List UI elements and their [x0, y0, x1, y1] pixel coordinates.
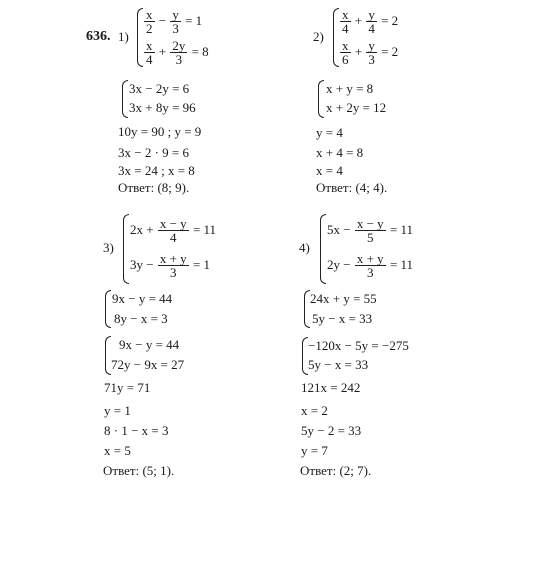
part-1-step-2: 3x − 2 · 9 = 6 [118, 145, 189, 160]
part-2-step-3: x = 4 [316, 163, 343, 178]
part-3-answer: Ответ: (5; 1). [103, 463, 175, 478]
part-2-system-2-line-1: x + y = 8 [326, 81, 374, 96]
part-3-system-2-line-2: 8y − x = 3 [114, 311, 168, 326]
part-3-brace [123, 214, 129, 284]
part-1-system-2-brace [122, 80, 128, 118]
part-3-step-2: y = 1 [104, 403, 131, 418]
part-3-system-3-line-1: 9x − y = 44 [119, 337, 180, 352]
problem-number: 636. [86, 29, 111, 44]
part-4-equation-1: 5x − $\frac{x - y}{5}$ = 11 [327, 215, 414, 245]
part-1-label: 1) [118, 29, 129, 44]
part-4-answer: Ответ: (2; 7). [300, 463, 372, 478]
part-4-brace [320, 214, 326, 284]
part-3-system-2-brace [105, 290, 111, 328]
part-2-answer: Ответ: (4; 4). [316, 180, 388, 195]
part-3-system-3-line-2: 72y − 9x = 27 [111, 357, 185, 372]
part-4-system-3-line-1: −120x − 5y = −275 [308, 338, 409, 353]
part-3-step-4: x = 5 [104, 443, 131, 458]
part-3-step-3: 8 · 1 − x = 3 [104, 423, 169, 438]
part-1-step-1: 10y = 90 ; y = 9 [118, 124, 202, 139]
part-1-step-3: 3x = 24 ; x = 8 [118, 163, 195, 178]
part-2-step-1: y = 4 [316, 125, 343, 140]
part-3-step-1: 71y = 71 [104, 380, 151, 395]
part-4-equation-2: 2y − $\frac{x + y}{3}$ = 11 [327, 250, 414, 280]
part-3-equation-2: 3y − $\frac{x + y}{3}$ = 1 [130, 250, 211, 280]
part-4-system-3-line-2: 5y − x = 33 [308, 357, 369, 372]
part-3-label: 3) [103, 240, 114, 255]
part-2-equation-2: $\frac{x}{6}$ + $\frac{y}{3}$ = 2 [342, 37, 399, 67]
part-3-system-2-line-1: 9x − y = 44 [112, 291, 173, 306]
part-4-step-4: y = 7 [301, 443, 328, 458]
part-2-system-2-line-2: x + 2y = 12 [326, 100, 387, 115]
part-1-system-2-line-2: 3x + 8y = 96 [129, 100, 196, 115]
part-3-equation-1: 2x + $\frac{x - y}{4}$ = 11 [130, 215, 217, 245]
part-4-step-1: 121x = 242 [301, 380, 361, 395]
part-4-system-2-line-1: 24x + y = 55 [310, 291, 377, 306]
part-1-equation-2: $\frac{x}{4}$ + $\frac{2y}{3}$ = 8 [146, 37, 209, 67]
part-2-system-2-brace [318, 80, 324, 118]
part-2-equation-1: $\frac{x}{4}$ + $\frac{y}{4}$ = 2 [342, 6, 399, 36]
part-4-label: 4) [299, 240, 310, 255]
part-4-step-2: x = 2 [301, 403, 328, 418]
part-1-answer: Ответ: (8; 9). [118, 180, 190, 195]
part-2-step-2: x + 4 = 8 [316, 145, 364, 160]
part-1-equation-1: $\frac{x}{2}$ − $\frac{y}{3}$ = 1 [146, 6, 203, 36]
part-2-label: 2) [313, 29, 324, 44]
part-4-step-3: 5y − 2 = 33 [301, 423, 362, 438]
part-1-system-2-line-1: 3x − 2y = 6 [129, 81, 190, 96]
part-4-system-2-line-2: 5y − x = 33 [312, 311, 373, 326]
